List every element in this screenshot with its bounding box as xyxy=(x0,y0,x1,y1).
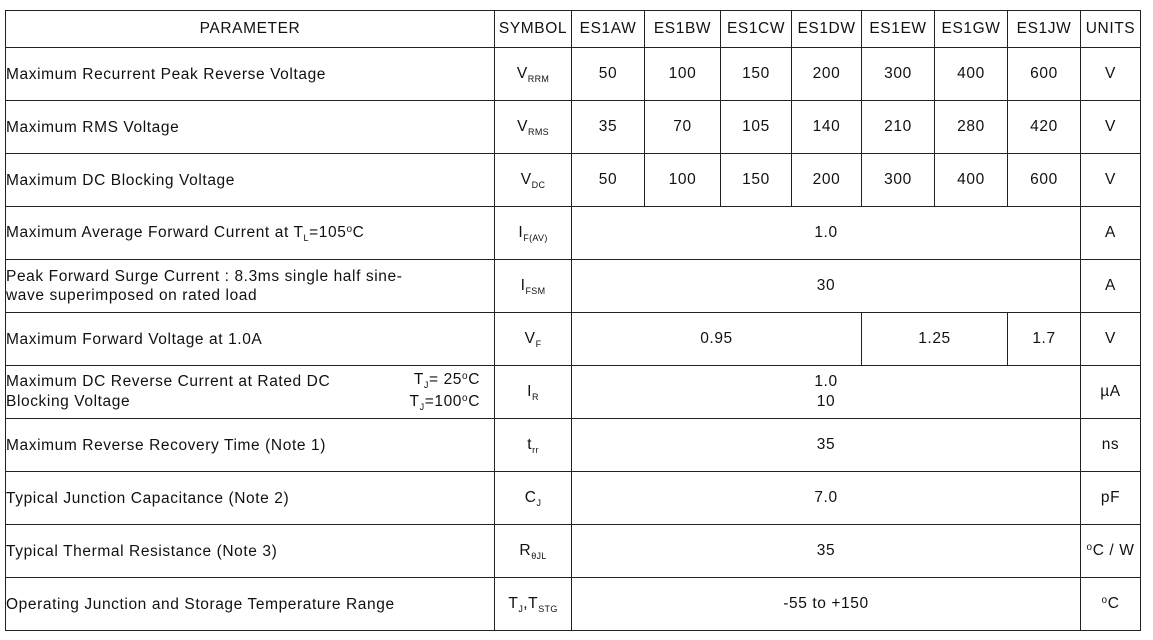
value-cell: 100 xyxy=(645,154,721,207)
table-row-ifsm xyxy=(6,260,1141,313)
header-model-es1aw: ES1AW xyxy=(572,11,645,48)
symbol-cell: $R_{\theta JL}$ xyxy=(495,525,572,578)
table-row-vf xyxy=(6,313,1141,366)
unit-cell: V xyxy=(1081,48,1141,101)
value-cell: 50 xyxy=(572,48,645,101)
symbol-cell: $I_{FSM}$ xyxy=(495,260,572,313)
ratings-table xyxy=(5,10,1141,631)
value-cell: 300 xyxy=(862,154,935,207)
unit-cell: ns xyxy=(1081,419,1141,472)
header-parameter: PARAMETER xyxy=(6,11,495,48)
unit-cell: A xyxy=(1081,207,1141,260)
header-model-es1ew: ES1EW xyxy=(862,11,935,48)
value-cell: 150 xyxy=(721,48,792,101)
value-cell: 600 xyxy=(1008,48,1081,101)
value-cell: 1.7 xyxy=(1008,313,1081,366)
table-row-rth xyxy=(6,525,1141,578)
table-row-vdc xyxy=(6,154,1141,207)
unit-cell: V xyxy=(1081,313,1141,366)
param-label: Typical Thermal Resistance (Note 3) xyxy=(6,525,495,578)
value-cell: 400 xyxy=(935,48,1008,101)
param-label: Maximum Recurrent Peak Reverse Voltage xyxy=(6,48,495,101)
value-cell: 200 xyxy=(792,154,862,207)
value-cell: 35 xyxy=(572,419,1081,472)
unit-cell: $^o$C / W xyxy=(1081,525,1141,578)
temperature-conditions: $T_J= 25^oC$ $T_J=100^oC$ xyxy=(409,371,480,412)
unit-cell: pF xyxy=(1081,472,1141,525)
table-row-vrrm xyxy=(6,48,1141,101)
unit-cell: µA xyxy=(1081,366,1141,419)
table-row-trr xyxy=(6,419,1141,472)
value-cell: 1.0 xyxy=(572,207,1081,260)
table-row-vrms xyxy=(6,101,1141,154)
value-cell: 70 xyxy=(645,101,721,154)
value-cell: 200 xyxy=(792,48,862,101)
param-label: Operating Junction and Storage Temperature Range xyxy=(6,578,495,631)
header-model-es1cw: ES1CW xyxy=(721,11,792,48)
header-units: UNITS xyxy=(1081,11,1141,48)
table-row-ir xyxy=(6,366,1141,419)
value-cell: 140 xyxy=(792,101,862,154)
table-row-ifav xyxy=(6,207,1141,260)
value-cell: 280 xyxy=(935,101,1008,154)
header-model-es1gw: ES1GW xyxy=(935,11,1008,48)
table-row-cj xyxy=(6,472,1141,525)
symbol-cell: $V_F$ xyxy=(495,313,572,366)
value-cell: 1.0 10 xyxy=(572,366,1081,419)
symbol-cell: $V_{RRM}$ xyxy=(495,48,572,101)
value-cell: 35 xyxy=(572,525,1081,578)
value-cell: -55 to +150 xyxy=(572,578,1081,631)
param-label: Maximum Average Forward Current at $T_L=105^oC$ xyxy=(6,207,495,260)
symbol-cell: $T_J,T_{STG}$ xyxy=(495,578,572,631)
value-cell: 400 xyxy=(935,154,1008,207)
value-cell: 420 xyxy=(1008,101,1081,154)
symbol-cell: $t_{rr}$ xyxy=(495,419,572,472)
value-cell: 0.95 xyxy=(572,313,862,366)
header-model-es1bw: ES1BW xyxy=(645,11,721,48)
value-cell: 210 xyxy=(862,101,935,154)
param-label: Maximum RMS Voltage xyxy=(6,101,495,154)
param-label: Typical Junction Capacitance (Note 2) xyxy=(6,472,495,525)
unit-cell: V xyxy=(1081,101,1141,154)
value-cell: 150 xyxy=(721,154,792,207)
value-cell: 30 xyxy=(572,260,1081,313)
param-label: Maximum Reverse Recovery Time (Note 1) xyxy=(6,419,495,472)
symbol-cell: $I_R$ xyxy=(495,366,572,419)
table-row-temp xyxy=(6,578,1141,631)
param-label: Maximum DC Reverse Current at Rated DC Blocking Voltage $T_J= 25^oC$ $T_J=100^oC$ xyxy=(6,366,495,419)
value-cell: 50 xyxy=(572,154,645,207)
symbol-cell: $V_{RMS}$ xyxy=(495,101,572,154)
unit-cell: A xyxy=(1081,260,1141,313)
param-label: Peak Forward Surge Current : 8.3ms single half sine- wave superimposed on rated load xyxy=(6,260,495,313)
value-cell: 105 xyxy=(721,101,792,154)
param-label: Maximum DC Blocking Voltage xyxy=(6,154,495,207)
header-row xyxy=(6,11,1141,48)
value-cell: 300 xyxy=(862,48,935,101)
value-cell: 100 xyxy=(645,48,721,101)
header-model-es1dw: ES1DW xyxy=(792,11,862,48)
value-cell: 600 xyxy=(1008,154,1081,207)
unit-cell: V xyxy=(1081,154,1141,207)
value-cell: 35 xyxy=(572,101,645,154)
param-label: Maximum Forward Voltage at 1.0A xyxy=(6,313,495,366)
header-model-es1jw: ES1JW xyxy=(1008,11,1081,48)
symbol-cell: $V_{DC}$ xyxy=(495,154,572,207)
symbol-cell: $C_J$ xyxy=(495,472,572,525)
symbol-cell: $I_{F(AV)}$ xyxy=(495,207,572,260)
unit-cell: $^o$C xyxy=(1081,578,1141,631)
value-cell: 1.25 xyxy=(862,313,1008,366)
value-cell: 7.0 xyxy=(572,472,1081,525)
header-symbol: SYMBOL xyxy=(495,11,572,48)
